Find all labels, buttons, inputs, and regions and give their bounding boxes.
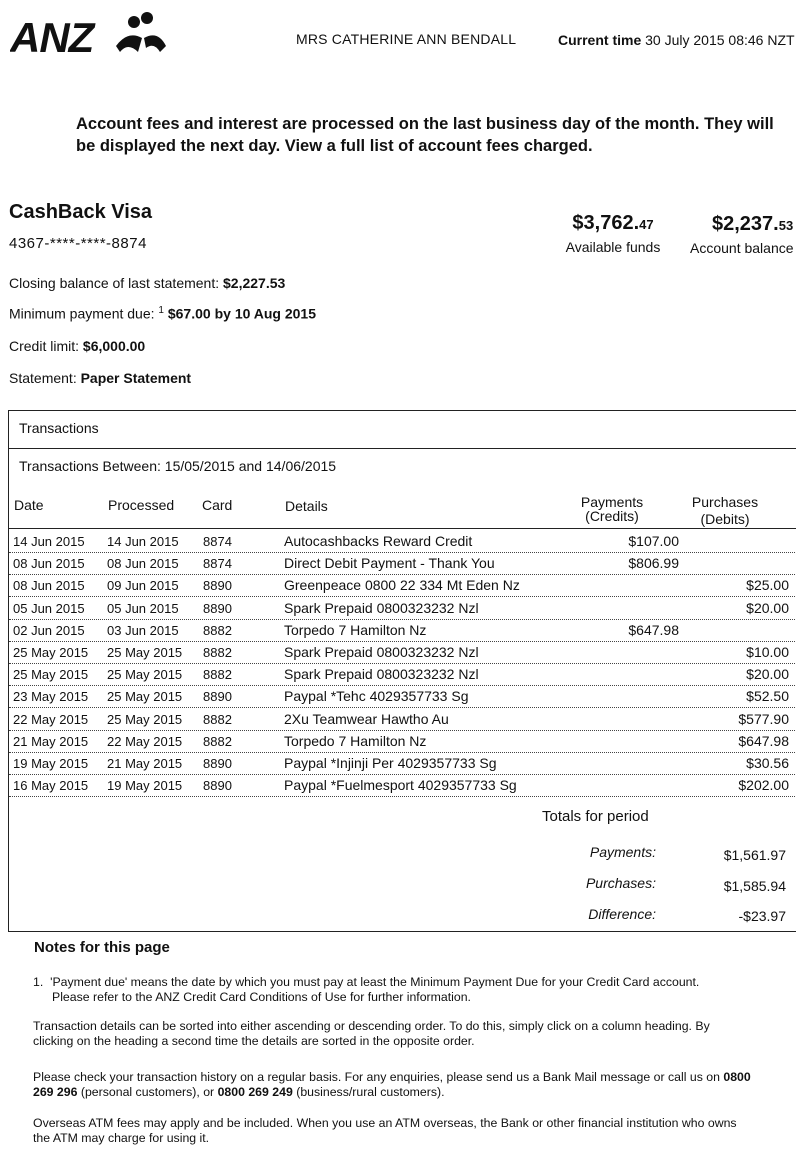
account-balance-cents: 53 bbox=[778, 218, 794, 233]
cell-date: 08 Jun 2015 bbox=[13, 556, 85, 572]
note-enquiries bbox=[33, 1070, 753, 1100]
cell-purchase: $25.00 bbox=[746, 577, 789, 594]
cell-details: Paypal *Injinji Per 4029357733 Sg bbox=[284, 755, 497, 771]
note-enquiries-text-2: (personal customers), or bbox=[80, 1085, 215, 1099]
cell-card: 8890 bbox=[203, 778, 232, 794]
cell-card: 8882 bbox=[203, 667, 232, 683]
anz-logo bbox=[10, 8, 170, 58]
cell-card: 8890 bbox=[203, 600, 232, 616]
available-funds-cents: 47 bbox=[639, 217, 654, 232]
cell-card: 8882 bbox=[203, 622, 232, 638]
column-header-processed[interactable]: Processed bbox=[108, 497, 175, 513]
logo-people-symbol bbox=[116, 12, 166, 52]
cell-date: 25 May 2015 bbox=[13, 667, 89, 683]
totals-label: Totals for period bbox=[542, 808, 649, 825]
cell-processed: 05 Jun 2015 bbox=[107, 600, 179, 616]
column-header-card[interactable]: Card bbox=[202, 497, 233, 513]
purchases-header-line1: Purchases bbox=[691, 494, 759, 510]
note-1 bbox=[33, 975, 753, 1005]
transactions-title: Transactions bbox=[19, 420, 99, 436]
column-header-details[interactable]: Details bbox=[285, 498, 328, 514]
transactions-date-range: Transactions Between: 15/05/2015 and 14/06/2015 bbox=[19, 458, 337, 474]
note-1-line2: Please refer to the ANZ Credit Card Conditions of Use for further information. bbox=[52, 990, 471, 1004]
cell-purchase: $52.50 bbox=[746, 688, 789, 705]
column-header-date[interactable]: Date bbox=[14, 497, 44, 513]
totals-payments-value: $1,561.97 bbox=[723, 847, 786, 863]
footnote-ref[interactable]: 1 bbox=[158, 305, 164, 316]
cell-date: 05 Jun 2015 bbox=[13, 600, 85, 616]
column-header-purchases[interactable] bbox=[685, 494, 765, 528]
fees-notice: Account fees and interest are processed on the last business day of the month. They will be displayed the next day. View a full list of account fees charged. bbox=[76, 115, 774, 155]
table-row bbox=[9, 597, 796, 620]
cell-payment: $647.98 bbox=[628, 621, 679, 638]
cell-card: 8890 bbox=[203, 756, 232, 771]
purchases-header-line2: (Debits) bbox=[700, 511, 750, 527]
table-row bbox=[9, 752, 796, 775]
cell-card: 8890 bbox=[203, 578, 232, 594]
account-balance-main: $2,237. bbox=[712, 213, 779, 235]
account-balance-label: Account balance bbox=[690, 240, 794, 256]
cell-details: Spark Prepaid 0800323232 Nzl bbox=[284, 644, 479, 660]
credit-limit bbox=[9, 338, 145, 354]
cell-date: 16 May 2015 bbox=[13, 778, 89, 794]
cell-processed: 21 May 2015 bbox=[107, 756, 183, 771]
statement-value: Paper Statement bbox=[80, 370, 192, 386]
cell-payment: $806.99 bbox=[628, 555, 679, 572]
cell-processed: 08 Jun 2015 bbox=[107, 556, 179, 572]
available-funds bbox=[548, 212, 678, 255]
table-row bbox=[9, 574, 796, 597]
min-payment-label: Minimum payment due: bbox=[9, 305, 155, 322]
cell-processed: 25 May 2015 bbox=[107, 689, 183, 705]
cell-card: 8874 bbox=[203, 556, 232, 572]
cell-date: 08 Jun 2015 bbox=[13, 578, 85, 594]
credit-limit-value: $6,000.00 bbox=[82, 338, 146, 354]
closing-balance bbox=[9, 275, 285, 291]
min-payment-by: by bbox=[214, 305, 231, 322]
cell-date: 21 May 2015 bbox=[13, 733, 89, 749]
transactions-header bbox=[9, 411, 796, 449]
cell-purchase: $30.56 bbox=[746, 755, 789, 771]
cell-date: 14 Jun 2015 bbox=[13, 534, 85, 549]
table-row bbox=[9, 619, 796, 642]
header-divider bbox=[9, 528, 796, 529]
totals-difference-label: Difference: bbox=[588, 906, 656, 922]
current-time-value: 30 July 2015 08:46 NZT bbox=[645, 32, 795, 48]
customer-name: MRS CATHERINE ANN BENDALL bbox=[296, 31, 517, 47]
note-enquiries-text: Please check your transaction history on a regular basis. For any enquiries, please send us a Bank Mail message or call us on bbox=[33, 1070, 720, 1084]
cell-processed: 25 May 2015 bbox=[107, 711, 183, 727]
cell-card: 8890 bbox=[203, 689, 232, 705]
table-row bbox=[9, 708, 796, 731]
minimum-payment bbox=[9, 305, 316, 322]
table-row bbox=[9, 530, 796, 553]
logo-text: ANZ bbox=[10, 14, 94, 58]
payments-header-line2: (Credits) bbox=[585, 508, 639, 524]
table-row bbox=[9, 774, 796, 797]
cell-purchase: $577.90 bbox=[738, 710, 789, 727]
payments-header-line1: Payments bbox=[580, 494, 644, 510]
account-balance bbox=[678, 213, 796, 256]
cell-details: 2Xu Teamwear Hawtho Au bbox=[284, 710, 449, 727]
cell-processed: 19 May 2015 bbox=[107, 778, 183, 794]
note-1-number: 1. bbox=[33, 975, 44, 989]
cell-date: 25 May 2015 bbox=[13, 645, 89, 660]
cell-payment: $107.00 bbox=[628, 533, 679, 549]
current-time bbox=[558, 32, 795, 48]
cell-details: Paypal *Fuelmesport 4029357733 Sg bbox=[284, 777, 517, 794]
totals-payments-label: Payments: bbox=[589, 844, 656, 860]
note-atm-fees: Overseas ATM fees may apply and be included. When you use an ATM overseas, the Bank or other financial institution who owns the ATM may charge for using it. bbox=[33, 1116, 737, 1145]
notes-title: Notes for this page bbox=[34, 939, 170, 956]
cell-processed: 09 Jun 2015 bbox=[107, 578, 179, 594]
note-sorting: Transaction details can be sorted into either ascending or descending order. To do this, simply click on a column heading. By clicking on the heading a second time the details are sorted in the opposite order. bbox=[33, 1019, 710, 1048]
cell-processed: 03 Jun 2015 bbox=[107, 622, 179, 638]
table-row bbox=[9, 663, 796, 686]
cell-purchase: $20.00 bbox=[746, 666, 789, 683]
available-funds-main: $3,762. bbox=[572, 212, 640, 234]
table-row bbox=[9, 641, 796, 664]
cell-details: Greenpeace 0800 22 334 Mt Eden Nz bbox=[284, 577, 520, 594]
cell-details: Torpedo 7 Hamilton Nz bbox=[284, 732, 427, 749]
statement-label: Statement: bbox=[9, 370, 77, 386]
note-1-line1: 'Payment due' means the date by which you must pay at least the Minimum Payment Due for your Credit Card account. bbox=[50, 975, 700, 989]
min-payment-value: $67.00 bbox=[167, 305, 211, 322]
note-enquiries-text-3: (business/rural customers). bbox=[296, 1085, 445, 1099]
cell-card: 8882 bbox=[203, 645, 232, 660]
cell-processed: 25 May 2015 bbox=[107, 667, 183, 683]
column-header-payments[interactable] bbox=[577, 495, 647, 523]
cell-card: 8882 bbox=[203, 711, 232, 727]
cell-card: 8882 bbox=[203, 733, 232, 749]
cell-details: Autocashbacks Reward Credit bbox=[284, 533, 473, 549]
cell-details: Spark Prepaid 0800323232 Nzl bbox=[284, 599, 479, 616]
totals-difference-value: -$23.97 bbox=[738, 908, 786, 924]
cell-details: Spark Prepaid 0800323232 Nzl bbox=[284, 666, 479, 683]
cell-date: 23 May 2015 bbox=[13, 689, 89, 705]
cell-purchase: $10.00 bbox=[746, 644, 789, 660]
account-number: 4367-****-****-8874 bbox=[9, 235, 147, 252]
cell-date: 02 Jun 2015 bbox=[13, 622, 85, 638]
credit-limit-label: Credit limit: bbox=[9, 338, 80, 354]
available-funds-label: Available funds bbox=[565, 239, 661, 255]
cell-date: 19 May 2015 bbox=[13, 756, 89, 771]
cell-purchase: $202.00 bbox=[738, 777, 789, 794]
table-row bbox=[9, 730, 796, 753]
closing-balance-value: $2,227.53 bbox=[223, 275, 286, 291]
cell-card: 8874 bbox=[203, 534, 232, 549]
cell-details: Torpedo 7 Hamilton Nz bbox=[284, 621, 427, 638]
cell-details: Direct Debit Payment - Thank You bbox=[284, 555, 495, 572]
totals-purchases-value: $1,585.94 bbox=[723, 878, 786, 894]
cell-processed: 14 Jun 2015 bbox=[107, 534, 179, 549]
statement-type bbox=[9, 370, 191, 386]
cell-purchase: $20.00 bbox=[746, 599, 789, 616]
cell-purchase: $647.98 bbox=[738, 732, 789, 749]
cell-details: Paypal *Tehc 4029357733 Sg bbox=[284, 688, 469, 705]
closing-balance-label: Closing balance of last statement: bbox=[9, 275, 220, 291]
totals-purchases-label: Purchases: bbox=[585, 875, 656, 891]
account-name: CashBack Visa bbox=[9, 201, 153, 223]
personal-phone-number[interactable]: 0800 269 296 bbox=[33, 1070, 751, 1099]
business-phone-number[interactable]: 0800 269 249 bbox=[217, 1085, 293, 1099]
current-time-label: Current time bbox=[558, 32, 642, 48]
table-row bbox=[9, 685, 796, 708]
transactions-panel bbox=[8, 410, 796, 932]
table-row bbox=[9, 552, 796, 575]
min-payment-date: 10 Aug 2015 bbox=[234, 305, 317, 322]
cell-processed: 22 May 2015 bbox=[107, 733, 183, 749]
cell-processed: 25 May 2015 bbox=[107, 645, 183, 660]
cell-date: 22 May 2015 bbox=[13, 711, 89, 727]
